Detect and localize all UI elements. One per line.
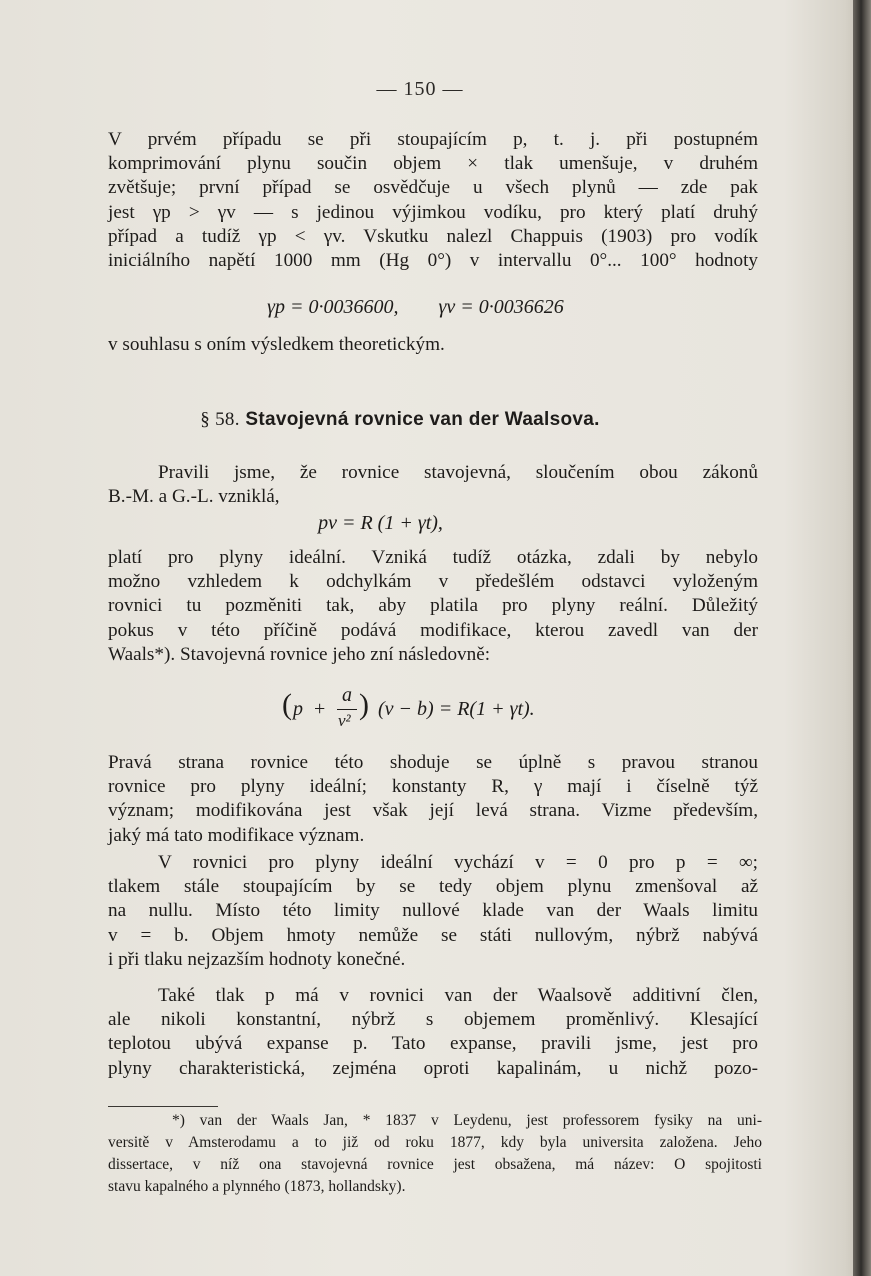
- paragraph-6: [108, 851, 758, 972]
- text-line: tlakem stále stoupajícím by se tedy objem plynu zmenšoval až: [108, 876, 758, 898]
- text-line: platí pro plyny ideální. Vzniká tudíž otázka, zdali by nebylo: [108, 547, 758, 568]
- footnote-divider: [108, 1106, 218, 1107]
- text-line: plyny charakteristická, zejména oproti kapalinám, u nichž pozo-: [108, 1057, 758, 1079]
- eq-plus: +: [314, 698, 326, 720]
- equation-ideal-gas: pv = R (1 + γt),: [318, 512, 443, 534]
- text-line: ale nikoli konstantní, nýbrž s objemem proměnlivý. Klesající: [108, 1009, 758, 1031]
- paragraph-2: [108, 333, 758, 357]
- eq-close-paren: ): [359, 688, 369, 721]
- paragraph-1: [108, 128, 758, 273]
- text-line: rovnici tu pozměniti tak, aby platila pro plyny reální. Důležitý: [108, 595, 758, 617]
- text-line: pokus v této příčině podává modifikace, kterou zavedl van der: [108, 619, 758, 641]
- text-line: možno vzhledem k odchylkám v předešlém odstavci vyloženým: [108, 571, 758, 593]
- eq-open-paren: (: [282, 688, 292, 721]
- text-line: Také tlak p má v rovnici van der Waalsově additivní člen,: [158, 985, 758, 1006]
- text-line: na nullu. Místo této limity nullové klade van der Waals limitu: [108, 900, 758, 922]
- page-number: — 150 —: [376, 78, 464, 100]
- paragraph-4: [108, 546, 758, 667]
- text-line: B.-M. a G.-L. vzniklá,: [108, 486, 280, 508]
- eq-fraction-bar: [337, 709, 357, 710]
- footnote-line: stavu kapalného a plynného (1873, hollandsky).: [108, 1178, 406, 1195]
- eq-denominator: v²: [338, 711, 351, 730]
- text-line: rovnice pro plyny ideální; konstanty R, γ mají i číselně týž: [108, 776, 758, 798]
- text-line: V prvém případu se při stoupajícím p, t. j. při postupném: [108, 129, 758, 150]
- text-line: Pravá strana rovnice této shoduje se úplně s pravou stranou: [108, 752, 758, 773]
- text-line: případ a tudíž γp < γv. Vskutku nalezl Chappuis (1903) pro vodík: [108, 225, 758, 247]
- text-line: jest γp > γv — s jedinou výjimkou vodíku, pro který platí druhý: [108, 201, 758, 223]
- paragraph-3: [108, 461, 758, 509]
- book-binding-edge: [853, 0, 871, 1276]
- footnote-line: versitě v Amsterodamu a to již od roku 1877, kdy byla universita založena. Jeho: [108, 1134, 762, 1151]
- text-line: Pravili jsme, že rovnice stavojevná, sloučením obou zákonů: [158, 462, 758, 483]
- text-line: i při tlaku nejzazším hodnoty konečné.: [108, 948, 406, 970]
- text-line: v = b. Objem hmoty nemůže se státi nullovým, nýbrž nabývá: [108, 924, 758, 946]
- section-heading: [0, 409, 800, 431]
- text-line: V rovnici pro plyny ideální vychází v = 0 pro p = ∞;: [158, 852, 758, 873]
- text-line: v souhlasu s oním výsledkem theoretickým.: [108, 334, 445, 355]
- footnote-line: *) van der Waals Jan, * 1837 v Leydenu, jest professorem fysiky na uni-: [172, 1112, 762, 1129]
- text-line: jaký má tato modifikace význam.: [108, 824, 365, 846]
- paragraph-5: [108, 751, 758, 848]
- text-line: zvětšuje; první případ se osvědčuje u všech plynů — zde pak: [108, 177, 758, 199]
- eq-numerator: a: [342, 684, 352, 706]
- text-line: význam; modifikována jest však její levá strana. Vizme především,: [108, 800, 758, 822]
- text-line: teplotou ubývá expanse p. Tato expanse, pravili jsme, jest pro: [108, 1033, 758, 1055]
- text-line: iniciálního napětí 1000 mm (Hg 0°) v intervallu 0°... 100° hodnoty: [108, 250, 758, 272]
- section-title: Stavojevná rovnice van der Waalsova.: [245, 409, 600, 430]
- text-line: komprimování plynu součin objem × tlak umenšuje, v druhém: [108, 153, 758, 175]
- section-number: § 58.: [200, 409, 240, 430]
- paragraph-7: [108, 984, 758, 1081]
- footnote-line: dissertace, v níž ona stavojevná rovnice jest obsažena, má název: O spojitosti: [108, 1156, 762, 1173]
- equation-gamma-values: γp = 0·0036600, γv = 0·0036626: [267, 296, 564, 318]
- eq-p: p: [293, 698, 303, 720]
- text-line: Waals*). Stavojevná rovnice jeho zní následovně:: [108, 643, 491, 665]
- equation-van-der-waals: [282, 686, 622, 734]
- footnote: [108, 1110, 762, 1198]
- eq-rest: (v − b) = R(1 + γt).: [378, 698, 535, 720]
